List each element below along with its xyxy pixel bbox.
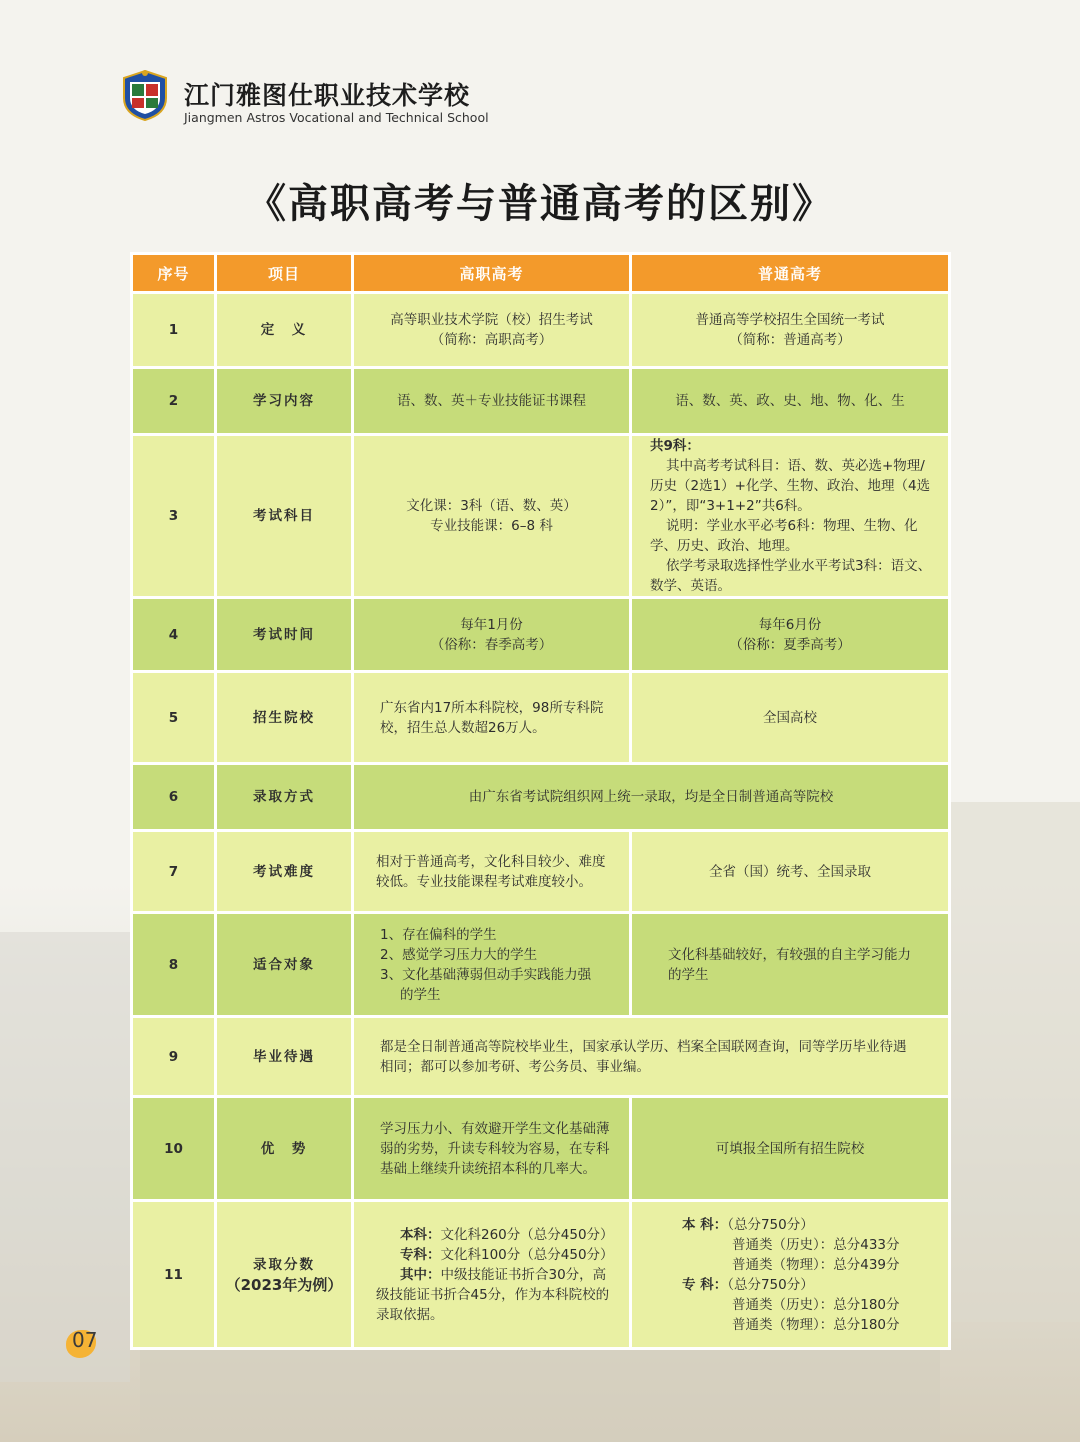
row-number: 5 — [132, 672, 216, 764]
cell-line: （简称：高职高考） — [430, 332, 553, 348]
table-row — [132, 831, 950, 913]
putong-cell: 文化科基础较好，有较强的自主学习能力的学生 — [631, 913, 950, 1017]
cell-text: （总分750分） — [727, 1276, 814, 1293]
school-name-cn: 江门雅图仕职业技术学校 — [184, 81, 471, 110]
table-row — [132, 598, 950, 672]
cell-text: 普通类（物理）：总分439分 — [732, 1256, 900, 1273]
merged-cell: 由广东省考试院组织网上统一录取，均是全日制普通高等院校 — [353, 764, 950, 831]
putong-cell: 全省（国）统考、全国录取 — [631, 831, 950, 913]
header-no: 序号 — [132, 254, 216, 293]
building-left-background — [0, 932, 130, 1382]
header-item: 项目 — [216, 254, 353, 293]
building-right-background — [945, 802, 1080, 1322]
table-row — [132, 672, 950, 764]
row-item: 录取方式 — [216, 764, 353, 831]
row-item: 招生院校 — [216, 672, 353, 764]
cell-label: 本 科： — [682, 1216, 728, 1233]
cell-line: 共9科： — [650, 438, 700, 454]
gaozhi-cell: 语、数、英＋专业技能证书课程 — [353, 368, 631, 435]
row-item: 定 义 — [216, 293, 353, 368]
row-number: 1 — [132, 293, 216, 368]
cell-line: 2、感觉学习压力大的学生 — [380, 946, 538, 963]
table-row — [132, 1201, 950, 1349]
cell-label: 专科： — [400, 1246, 441, 1263]
gaozhi-cell — [353, 1201, 631, 1349]
cell-line: 依学考录取选择性学业水平考试3科：语文、数学、英语。 — [650, 558, 932, 594]
page-number-text: 07 — [72, 1328, 98, 1352]
row-number: 8 — [132, 913, 216, 1017]
cell-text: 文化科260分（总分450分） — [440, 1226, 614, 1243]
table-row — [132, 368, 950, 435]
row-number: 10 — [132, 1097, 216, 1201]
gaozhi-cell — [353, 293, 631, 368]
gaozhi-cell — [353, 435, 631, 598]
merged-cell: 都是全日制普通高等院校毕业生，国家承认学历、档案全国联网查询，同等学历毕业待遇相同；都可以参加考研、考公务员、事业编。 — [353, 1017, 950, 1097]
cell-text: 中级技能证书折合30分，高级技能证书折合45分，作为本科院校的录取依据。 — [376, 1266, 610, 1323]
comparison-table — [130, 252, 951, 1350]
row-item-sublabel: （2023年为例） — [225, 1275, 343, 1294]
cell-label: 本科： — [400, 1226, 441, 1243]
cell-line: 高等职业技术学院（校）招生考试 — [390, 312, 593, 328]
cell-line: 文化课：3科（语、数、英） — [406, 498, 577, 514]
cell-line: 普通高等学校招生全国统一考试 — [695, 312, 885, 328]
cell-line: （简称：普通高考） — [729, 332, 851, 348]
cell-label: 专 科： — [682, 1276, 728, 1293]
cell-line: （俗称：春季高考） — [430, 636, 553, 653]
row-item: 考试难度 — [216, 831, 353, 913]
cell-text: 普通类（历史）：总分180分 — [732, 1296, 900, 1313]
table-row — [132, 913, 950, 1017]
row-item: 考试时间 — [216, 598, 353, 672]
table-header-row — [132, 254, 950, 293]
row-item: 优 势 — [216, 1097, 353, 1201]
putong-cell — [631, 598, 950, 672]
row-number: 6 — [132, 764, 216, 831]
cell-text: 普通类（物理）：总分180分 — [732, 1316, 900, 1333]
cell-line: 专业技能课：6–8 科 — [430, 518, 553, 534]
table-row — [132, 1017, 950, 1097]
header-gaozhi: 高职高考 — [353, 254, 631, 293]
cell-line: 其中高考考试科目：语、数、英必选+物理/历史（2选1）+化学、生物、政治、地理（4选2）”，即“3+1+2”共6科。 — [650, 458, 931, 514]
cell-text: （总分750分） — [727, 1216, 814, 1233]
row-number: 9 — [132, 1017, 216, 1097]
row-item — [216, 1201, 353, 1349]
gaozhi-cell — [353, 598, 631, 672]
cell-line: 每年1月份 — [460, 616, 523, 633]
header-putong: 普通高考 — [631, 254, 950, 293]
row-number: 11 — [132, 1201, 216, 1349]
row-item: 考试科目 — [216, 435, 353, 598]
cell-line: 每年6月份 — [758, 616, 822, 633]
gaozhi-cell — [353, 913, 631, 1017]
cell-line: 的学生 — [400, 986, 441, 1003]
gaozhi-cell: 相对于普通高考，文化科目较少、难度较低。专业技能课程考试难度较小。 — [353, 831, 631, 913]
row-number: 4 — [132, 598, 216, 672]
school-logo-icon — [118, 68, 172, 122]
table-row — [132, 764, 950, 831]
table-row — [132, 1097, 950, 1201]
cell-label: 其中： — [400, 1266, 441, 1283]
cell-line: （俗称：夏季高考） — [729, 636, 851, 653]
cell-text: 普通类（历史）：总分433分 — [732, 1236, 900, 1253]
table-row — [132, 293, 950, 368]
table-row — [132, 435, 950, 598]
row-number: 7 — [132, 831, 216, 913]
row-item: 适合对象 — [216, 913, 353, 1017]
cell-line: 3、文化基础薄弱但动手实践能力强 — [380, 966, 592, 983]
row-number: 3 — [132, 435, 216, 598]
putong-cell — [631, 293, 950, 368]
page-number — [66, 1328, 100, 1358]
putong-cell — [631, 435, 950, 598]
putong-cell: 全国高校 — [631, 672, 950, 764]
putong-cell: 语、数、英、政、史、地、物、化、生 — [631, 368, 950, 435]
row-item: 学习内容 — [216, 368, 353, 435]
gaozhi-cell: 广东省内17所本科院校，98所专科院校，招生总人数超26万人。 — [353, 672, 631, 764]
page-title: 《高职高考与普通高考的区别》 — [246, 180, 834, 227]
school-name-en: Jiangmen Astros Vocational and Technical School — [184, 110, 489, 125]
cell-line: 1、存在偏科的学生 — [380, 926, 497, 943]
row-number: 2 — [132, 368, 216, 435]
putong-cell: 可填报全国所有招生院校 — [631, 1097, 950, 1201]
cell-line: 说明：学业水平必考6科：物理、生物、化学、历史、政治、地理。 — [650, 518, 918, 554]
putong-cell — [631, 1201, 950, 1349]
cell-text: 文化科100分（总分450分） — [440, 1246, 614, 1263]
row-item-label: 录取分数 — [253, 1256, 315, 1273]
row-item: 毕业待遇 — [216, 1017, 353, 1097]
gaozhi-cell: 学习压力小、有效避开学生文化基础薄弱的劣势，升读专科较为容易，在专科基础上继续升读统招本科的几率大。 — [353, 1097, 631, 1201]
